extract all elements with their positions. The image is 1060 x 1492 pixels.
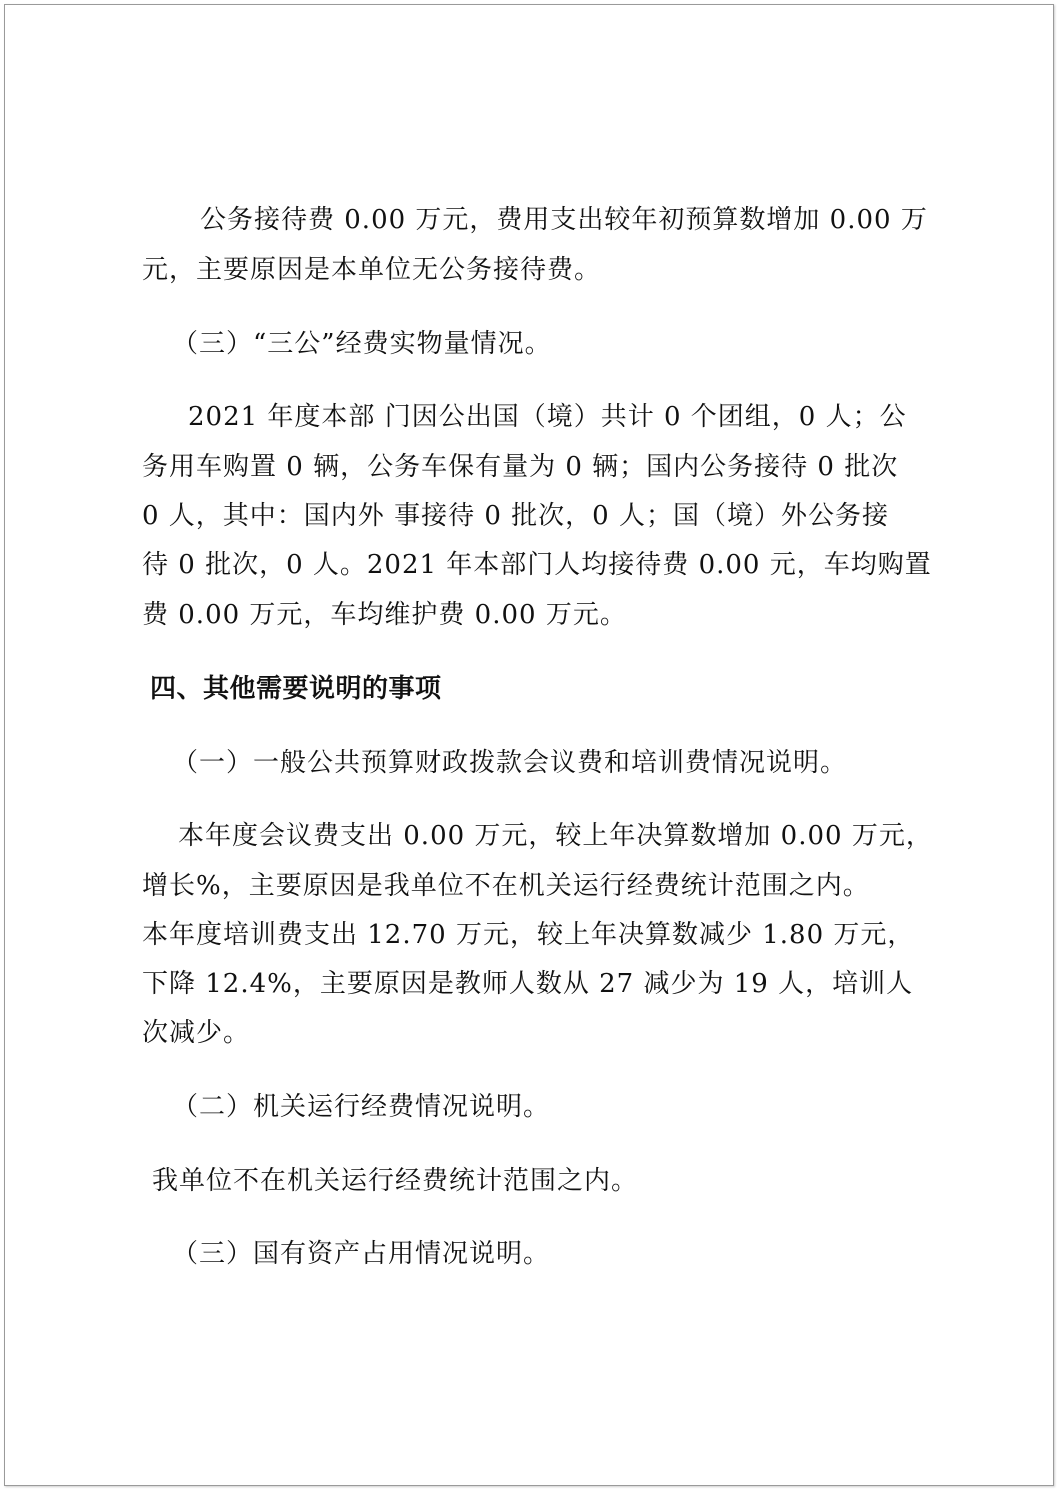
text-line-training-reason: 下降 12.4%，主要原因是教师人数从 27 减少为 19 人，培训人: [142, 969, 914, 999]
subheading-operating-expenses: （二）机关运行经费情况说明。: [172, 1092, 551, 1122]
text-line-reception-reason: 元，主要原因是本单位无公务接待费。: [142, 255, 602, 285]
text-line-quantity-4: 待 0 批次，0 人。2021 年本部门人均接待费 0.00 元，车均购置: [142, 550, 932, 580]
text-line-quantity-3: 0 人，其中：国内外 事接待 0 批次，0 人；国（境）外公务接: [142, 501, 889, 531]
subheading-state-assets: （三）国有资产占用情况说明。: [172, 1239, 551, 1269]
text-line-training-fee: 本年度培训费支出 12.70 万元，较上年决算数减少 1.80 万元，: [142, 920, 915, 950]
subheading-meeting-training: （一）一般公共预算财政拨款会议费和培训费情况说明。: [172, 748, 848, 778]
text-line-quantity-1: 2021 年度本部 门因公出国（境）共计 0 个团组，0 人；公: [188, 402, 907, 432]
text-line-meeting-reason: 增长%，主要原因是我单位不在机关运行经费统计范围之内。: [142, 871, 870, 901]
subheading-three-public-quantity: （三）“三公”经费实物量情况。: [172, 329, 552, 359]
text-line-operating-expenses: 我单位不在机关运行经费统计范围之内。: [152, 1166, 639, 1196]
section-heading-other-matters: 四、其他需要说明的事项: [150, 674, 442, 704]
text-line-meeting-fee: 本年度会议费支出 0.00 万元，较上年决算数增加 0.00 万元，: [178, 821, 933, 851]
text-line-reception-fee: 公务接待费 0.00 万元，费用支出较年初预算数增加 0.00 万: [200, 205, 928, 235]
text-line-quantity-2: 务用车购置 0 辆，公务车保有量为 0 辆；国内公务接待 0 批次: [142, 452, 899, 482]
text-line-training-reason-end: 次减少。: [142, 1018, 251, 1048]
text-line-quantity-5: 费 0.00 万元，车均维护费 0.00 万元。: [142, 600, 627, 630]
